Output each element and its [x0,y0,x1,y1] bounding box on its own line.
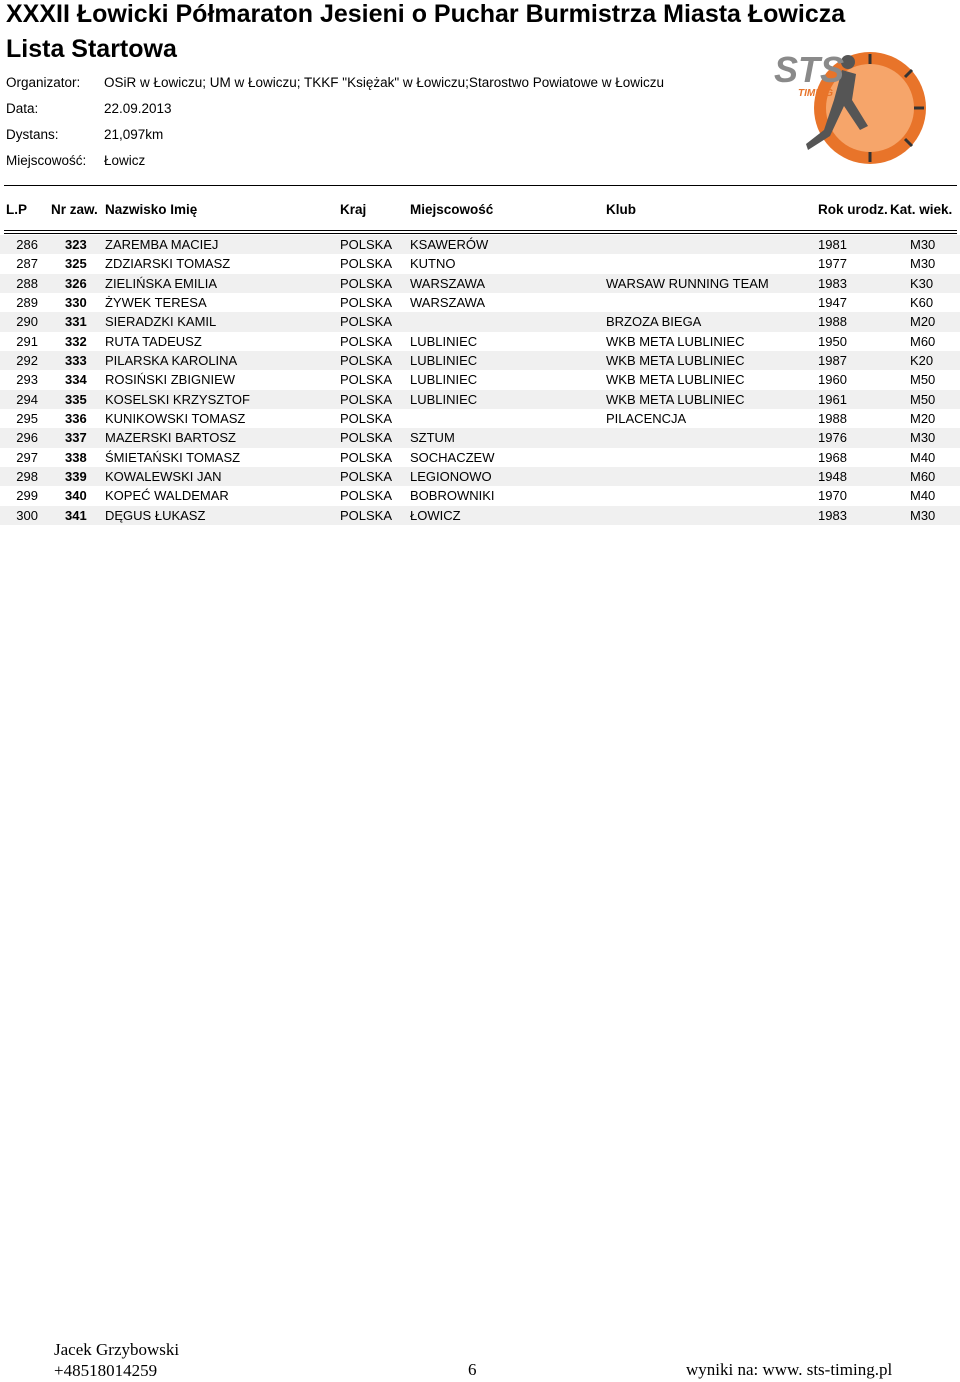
cell-rok: 1981 [818,237,847,252]
meta-value: 22.09.2013 [104,101,172,116]
page-title: XXXII Łowicki Półmaraton Jesieni o Puchar Burmistrza Miasta Łowicza [6,0,846,28]
cell-name: ŚMIETAŃSKI TOMASZ [105,449,241,465]
cell-kraj: POLSKA [340,372,393,388]
cell-name: KUNIKOWSKI TOMASZ [105,411,246,427]
cell-nr: 334 [65,372,87,388]
cell-lp: 293 [16,372,38,388]
cell-miejscowosc: KUTNO [410,256,456,272]
start-list-table [0,235,960,525]
cell-rok: 1987 [818,353,847,369]
cell-lp: 290 [16,314,38,330]
cell-rok: 1977 [818,256,847,272]
table-row [0,312,960,331]
meta-label: Organizator: [6,75,81,90]
col-miejscowosc: Miejscowość [410,202,494,217]
cell-lp: 300 [16,507,38,523]
cell-nr: 332 [65,333,87,349]
cell-kat: M30 [910,256,936,272]
col-klub: Klub [606,202,636,217]
meta-label: Dystans: [6,127,59,142]
cell-kraj: POLSKA [340,256,393,272]
cell-lp: 292 [16,353,38,369]
cell-nr: 337 [65,430,87,446]
cell-kraj: POLSKA [340,411,393,427]
meta-value: OSiR w Łowiczu; UM w Łowiczu; TKKF "Księżak" w Łowiczu;Starostwo Powiatowe w Łowiczu [104,75,665,90]
cell-rok: 1961 [818,391,847,407]
table-row [0,235,960,254]
cell-miejscowosc: LEGIONOWO [410,469,492,485]
cell-lp: 296 [16,430,38,446]
cell-kraj: POLSKA [340,507,393,523]
col-rok: Rok urodz. [818,202,888,217]
cell-rok: 1983 [818,507,847,523]
cell-kat: K30 [910,275,934,291]
table-header-rule [4,233,957,234]
cell-kat: M20 [910,411,936,427]
cell-kraj: POLSKA [340,275,393,291]
cell-miejscowosc: WARSZAWA [410,295,486,311]
cell-kraj: POLSKA [340,295,393,311]
cell-rok: 1947 [818,295,847,311]
cell-miejscowosc: LUBLINIEC [410,391,478,407]
cell-nr: 336 [65,411,87,427]
cell-rok: 1988 [818,411,847,427]
cell-name: MAZERSKI BARTOSZ [105,430,236,446]
cell-kat: M20 [910,314,936,330]
cell-kraj: POLSKA [340,237,393,252]
cell-name: KOPEĆ WALDEMAR [105,488,229,504]
cell-miejscowosc: ŁOWICZ [410,507,461,523]
cell-kraj: POLSKA [340,430,393,446]
cell-miejscowosc: KSAWERÓW [410,237,489,252]
col-lp: L.P [6,202,28,217]
meta-value: 21,097km [104,127,164,142]
meta-distance [6,127,163,142]
cell-miejscowosc: LUBLINIEC [410,372,478,388]
cell-name: RUTA TADEUSZ [105,333,202,349]
cell-nr: 330 [65,295,87,311]
cell-nr: 333 [65,353,87,369]
cell-name: ROSIŃSKI ZBIGNIEW [105,372,236,388]
meta-label: Miejscowość: [6,153,87,168]
cell-lp: 298 [16,469,38,485]
cell-name: ZDZIARSKI TOMASZ [105,256,231,272]
table-row [0,467,960,486]
table-row [0,428,960,447]
cell-name: ŻYWEK TERESA [105,295,207,311]
cell-miejscowosc: SZTUM [410,430,455,446]
cell-miejscowosc: LUBLINIEC [410,353,478,369]
cell-kat: M40 [910,488,936,504]
cell-rok: 1970 [818,488,847,504]
table-row [0,409,960,428]
table-header-rule [4,230,957,231]
cell-klub: WARSAW RUNNING TEAM [606,275,769,291]
logo-subtext: TIMING [798,88,833,99]
cell-rok: 1983 [818,275,847,291]
cell-lp: 297 [16,449,38,465]
cell-name: SIERADZKI KAMIL [105,314,217,330]
cell-nr: 335 [65,391,87,407]
cell-nr: 323 [65,237,87,252]
cell-rok: 1960 [818,372,847,388]
cell-kat: K60 [910,295,934,311]
table-row [0,506,960,525]
cell-name: DĘGUS ŁUKASZ [105,507,206,523]
cell-kat: M50 [910,391,936,407]
cell-miejscowosc: WARSZAWA [410,275,486,291]
sts-timing-logo [772,40,930,172]
table-row [0,390,960,409]
cell-kraj: POLSKA [340,449,393,465]
cell-name: KOWALEWSKI JAN [105,469,222,485]
cell-lp: 299 [16,488,38,504]
cell-nr: 341 [65,507,87,523]
cell-klub: WKB META LUBLINIEC [606,353,745,369]
col-kraj: Kraj [340,202,367,217]
col-name: Nazwisko Imię [105,202,198,217]
cell-nr: 326 [65,275,87,291]
cell-rok: 1976 [818,430,847,446]
cell-name: ZAREMBA MACIEJ [105,237,219,252]
table-row [0,486,960,505]
col-kat: Kat. wiek. [890,202,953,217]
cell-kraj: POLSKA [340,488,393,504]
cell-rok: 1948 [818,469,847,485]
footer-page-number: 6 [468,1360,477,1379]
cell-lp: 294 [16,391,38,407]
cell-rok: 1988 [818,314,847,330]
table-row [0,332,960,351]
cell-miejscowosc: LUBLINIEC [410,333,478,349]
cell-kraj: POLSKA [340,469,393,485]
cell-miejscowosc: BOBROWNIKI [410,488,495,504]
cell-kat: M30 [910,237,936,252]
cell-rok: 1950 [818,333,847,349]
meta-organizer [6,75,664,90]
cell-lp: 295 [16,411,38,427]
cell-rok: 1968 [818,449,847,465]
table-row [0,351,960,370]
cell-nr: 340 [65,488,87,504]
page-subtitle: Lista Startowa [6,35,177,63]
cell-kat: M40 [910,449,936,465]
cell-kraj: POLSKA [340,391,393,407]
meta-value: Łowicz [104,153,146,168]
meta-date [6,101,172,116]
meta-label: Data: [6,101,39,116]
cell-lp: 286 [16,237,38,252]
cell-kat: M50 [910,372,936,388]
table-row [0,370,960,389]
cell-lp: 289 [16,295,38,311]
table-row [0,448,960,467]
cell-lp: 291 [16,333,38,349]
cell-klub: WKB META LUBLINIEC [606,391,745,407]
cell-klub: PILACENCJA [606,411,687,427]
footer-author: Jacek Grzybowski [54,1340,180,1359]
cell-name: ZIELIŃSKA EMILIA [105,275,217,291]
cell-kraj: POLSKA [340,333,393,349]
cell-name: PILARSKA KAROLINA [105,353,238,369]
cell-lp: 288 [16,275,38,291]
table-row [0,254,960,273]
cell-lp: 287 [16,256,38,272]
cell-miejscowosc: SOCHACZEW [410,449,495,465]
cell-kat: M60 [910,469,936,485]
col-nr: Nr zaw. [51,202,98,217]
logo-text: STS [774,49,845,90]
header-rule [4,185,957,186]
cell-klub: WKB META LUBLINIEC [606,333,745,349]
cell-nr: 325 [65,256,87,272]
table-row [0,274,960,293]
cell-kat: M60 [910,333,936,349]
cell-nr: 331 [65,314,87,330]
cell-klub: WKB META LUBLINIEC [606,372,745,388]
cell-kraj: POLSKA [340,353,393,369]
cell-kraj: POLSKA [340,314,393,330]
table-header [0,202,960,220]
footer-phone: +48518014259 [54,1361,158,1380]
cell-nr: 339 [65,469,87,485]
cell-kat: K20 [910,353,934,369]
meta-location [6,153,145,168]
table-row [0,293,960,312]
cell-nr: 338 [65,449,87,465]
cell-klub: BRZOZA BIEGA [606,314,702,330]
cell-name: KOSELSKI KRZYSZTOF [105,391,250,407]
cell-kat: M30 [910,430,936,446]
cell-kat: M30 [910,507,936,523]
footer-website: wyniki na: www. sts-timing.pl [686,1360,893,1379]
